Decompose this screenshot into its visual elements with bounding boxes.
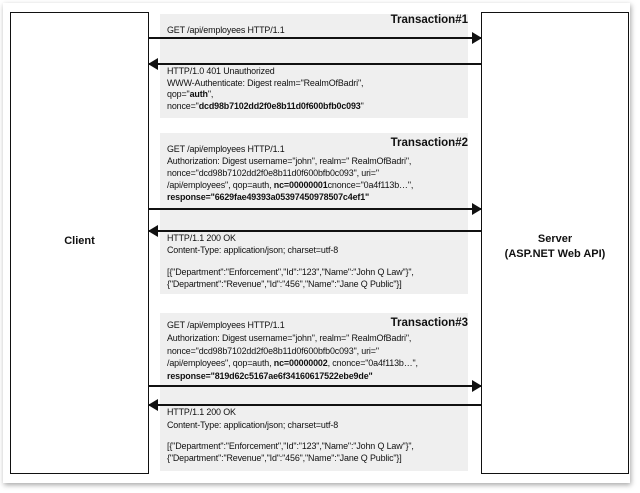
- t3-request-auth: Authorization: Digest username="john", realm=" RealmOfBadri",: [167, 333, 412, 344]
- t3-request-uri: [167, 358, 418, 369]
- t3-response-body-1: [{"Department":"Enforcement","Id":"123","Name":"John Q Law"}",: [167, 441, 414, 452]
- qop-value: auth: [189, 89, 208, 100]
- text: nonce=": [167, 101, 199, 112]
- t2-response-arrow: [149, 230, 481, 232]
- t2-request-response: response="6629fae49393a05397450978507c4ef1": [167, 192, 370, 203]
- client-label: Client: [64, 235, 95, 247]
- t2-response-status: HTTP/1.1 200 OK: [167, 233, 236, 244]
- text: /api/employees", qop=auth,: [167, 358, 274, 369]
- server-name: Server: [537, 233, 573, 245]
- t2-request-line: GET /api/employees HTTP/1.1: [167, 144, 285, 155]
- t2-response-body-2: {"Department":"Revenue","Id":"456","Name":"Jane Q Public"}]: [167, 279, 402, 290]
- t1-request-arrow: [149, 37, 481, 39]
- transaction-1-title: Transaction#1: [390, 14, 468, 26]
- t1-response-header: WWW-Authenticate: Digest realm="RealmOfBadri",: [167, 78, 364, 89]
- t3-response-content-type: Content-Type: application/json; charset=utf-8: [167, 420, 339, 431]
- t1-response-status: HTTP/1.0 401 Unauthorized: [167, 66, 275, 77]
- t3-response-arrow: [149, 404, 481, 406]
- t3-request-line: GET /api/employees HTTP/1.1: [167, 320, 285, 331]
- t3-response-body-2: {"Department":"Revenue","Id":"456","Name":"Jane Q Public"}]: [167, 453, 402, 464]
- t2-request-nonce: nonce="dcd98b7102dd2f0e8b11d0f600bfb0c093", uri=": [167, 168, 379, 179]
- t1-response-qop: [167, 89, 213, 100]
- text: , cnonce="0a4f113b…",: [327, 358, 418, 369]
- text: qop=": [167, 89, 190, 100]
- text: ": [360, 101, 364, 112]
- t1-response-arrow: [149, 63, 481, 65]
- transaction-3-title: Transaction#3: [390, 317, 468, 329]
- text: cnonce="0a4f113b…",: [327, 180, 414, 191]
- t2-response-body-1: [{"Department":"Enforcement","Id":"123","Name":"John Q Law"}",: [167, 267, 414, 278]
- nc-value: nc=00000001: [273, 180, 328, 191]
- server-label: [482, 232, 628, 262]
- t2-request-uri: [167, 180, 413, 191]
- t1-request-line: GET /api/employees HTTP/1.1: [167, 25, 285, 36]
- t2-request-auth: Authorization: Digest username="john", realm=" RealmOfBadri",: [167, 156, 412, 167]
- t3-request-arrow: [149, 385, 481, 387]
- server-box: [481, 12, 629, 474]
- text: ",: [207, 89, 214, 100]
- text: /api/employees", qop=auth,: [167, 180, 274, 191]
- t2-request-arrow: [149, 208, 481, 210]
- t2-response-content-type: Content-Type: application/json; charset=utf-8: [167, 245, 339, 256]
- nc-value: nc=00000002: [273, 358, 328, 369]
- t3-request-response: response="819d62c5167ae6f34160617522ebe9de": [167, 371, 373, 382]
- transaction-2-title: Transaction#2: [390, 137, 468, 149]
- nonce-value: dcd98b7102dd2f0e8b11d0f600bfb0c093: [198, 101, 361, 112]
- t1-response-nonce: [167, 101, 364, 112]
- t3-request-nonce: nonce="dcd98b7102dd2f0e8b11d0f600bfb0c093", uri=": [167, 346, 379, 357]
- client-box: [10, 12, 149, 474]
- t3-response-status: HTTP/1.1 200 OK: [167, 407, 236, 418]
- server-sublabel: (ASP.NET Web API): [504, 248, 606, 260]
